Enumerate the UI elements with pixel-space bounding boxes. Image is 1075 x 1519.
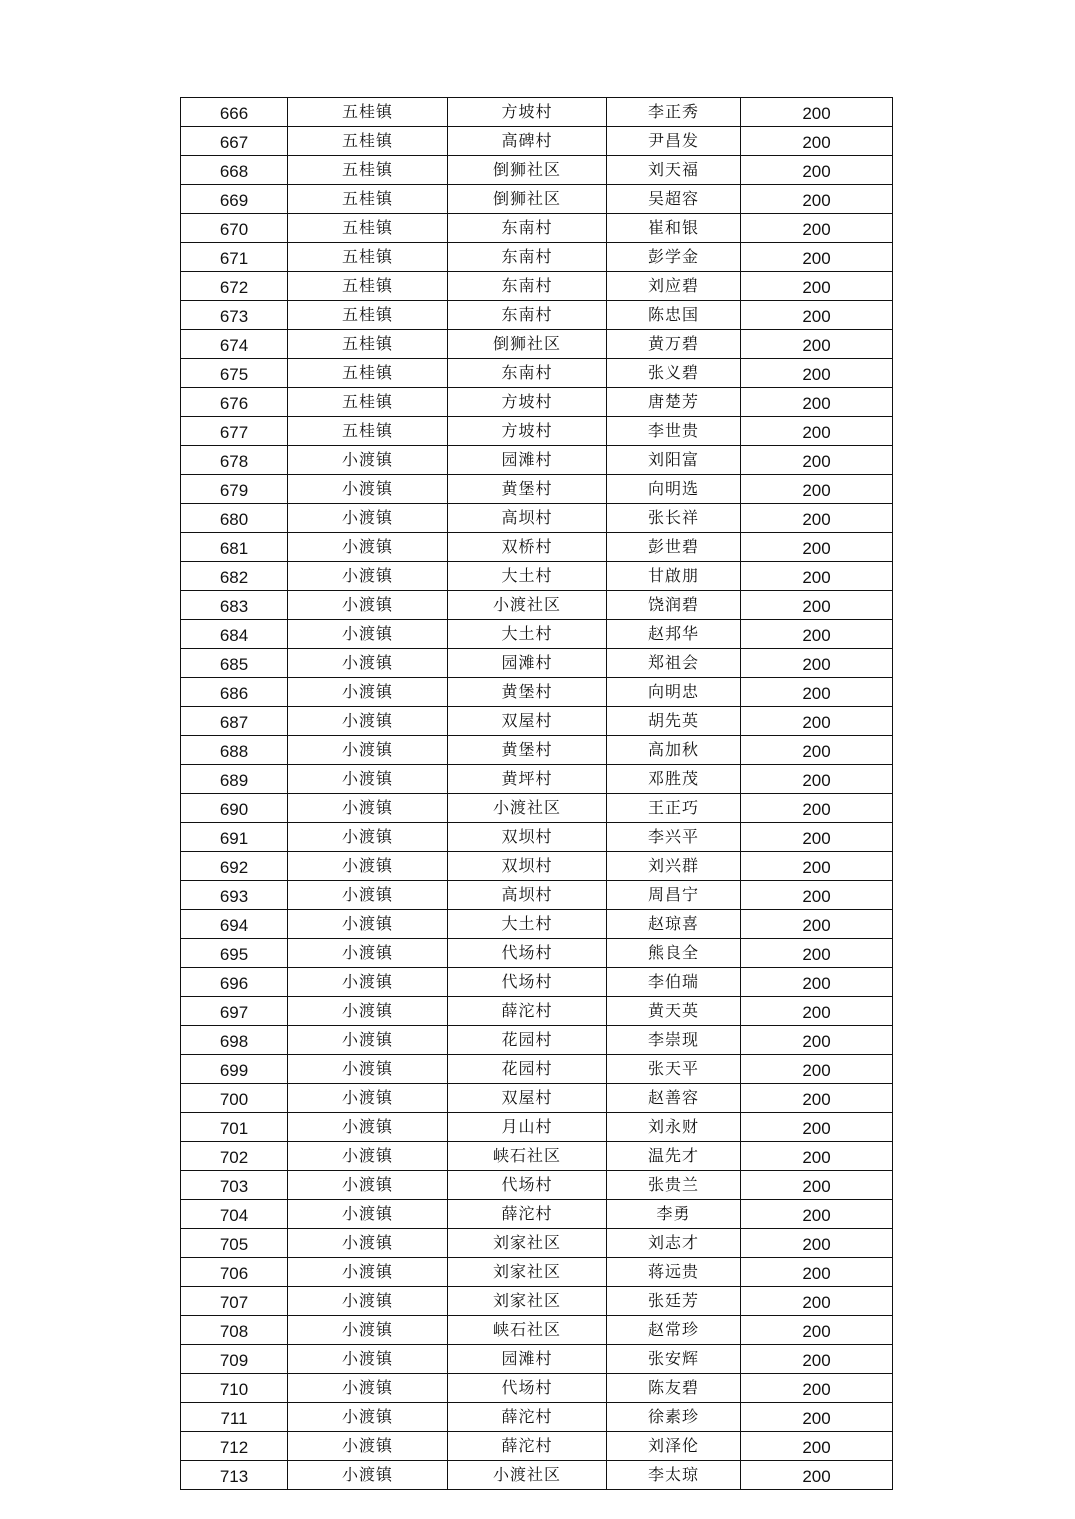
person-name-cell: 唐楚芳	[607, 388, 741, 417]
village-cell: 园滩村	[448, 446, 607, 475]
town-cell: 小渡镇	[288, 1055, 448, 1084]
amount-cell: 200	[741, 1461, 893, 1490]
person-name-cell: 周昌宁	[607, 881, 741, 910]
village-cell: 薛沱村	[448, 997, 607, 1026]
table-row	[181, 939, 893, 968]
table-row	[181, 388, 893, 417]
village-cell: 东南村	[448, 214, 607, 243]
person-name-cell: 刘志才	[607, 1229, 741, 1258]
amount-cell: 200	[741, 707, 893, 736]
person-name-cell: 张贵兰	[607, 1171, 741, 1200]
town-cell: 小渡镇	[288, 823, 448, 852]
table-row	[181, 533, 893, 562]
person-name-cell: 向明选	[607, 475, 741, 504]
person-name-cell: 黄万碧	[607, 330, 741, 359]
table-row	[181, 794, 893, 823]
table-row	[181, 504, 893, 533]
town-cell: 小渡镇	[288, 649, 448, 678]
village-cell: 双坝村	[448, 852, 607, 881]
serial-number-cell: 669	[181, 185, 288, 214]
person-name-cell: 尹昌发	[607, 127, 741, 156]
village-cell: 代场村	[448, 1171, 607, 1200]
table-row	[181, 301, 893, 330]
person-name-cell: 刘阳富	[607, 446, 741, 475]
village-cell: 黄堡村	[448, 736, 607, 765]
person-name-cell: 陈忠国	[607, 301, 741, 330]
person-name-cell: 刘永财	[607, 1113, 741, 1142]
person-name-cell: 李世贵	[607, 417, 741, 446]
town-cell: 小渡镇	[288, 939, 448, 968]
serial-number-cell: 694	[181, 910, 288, 939]
town-cell: 小渡镇	[288, 1345, 448, 1374]
serial-number-cell: 700	[181, 1084, 288, 1113]
town-cell: 小渡镇	[288, 1142, 448, 1171]
town-cell: 小渡镇	[288, 1171, 448, 1200]
serial-number-cell: 687	[181, 707, 288, 736]
amount-cell: 200	[741, 533, 893, 562]
village-cell: 东南村	[448, 272, 607, 301]
village-cell: 方坡村	[448, 417, 607, 446]
person-name-cell: 熊良全	[607, 939, 741, 968]
serial-number-cell: 713	[181, 1461, 288, 1490]
village-cell: 大土村	[448, 562, 607, 591]
table-row	[181, 1229, 893, 1258]
table-row	[181, 1055, 893, 1084]
serial-number-cell: 682	[181, 562, 288, 591]
town-cell: 五桂镇	[288, 156, 448, 185]
person-name-cell: 饶润碧	[607, 591, 741, 620]
village-cell: 峡石社区	[448, 1142, 607, 1171]
table-row	[181, 446, 893, 475]
town-cell: 五桂镇	[288, 301, 448, 330]
village-cell: 倒狮社区	[448, 330, 607, 359]
table-row	[181, 359, 893, 388]
person-name-cell: 王正巧	[607, 794, 741, 823]
amount-cell: 200	[741, 214, 893, 243]
amount-cell: 200	[741, 301, 893, 330]
serial-number-cell: 707	[181, 1287, 288, 1316]
serial-number-cell: 712	[181, 1432, 288, 1461]
table-row	[181, 243, 893, 272]
amount-cell: 200	[741, 1113, 893, 1142]
village-cell: 代场村	[448, 939, 607, 968]
village-cell: 花园村	[448, 1055, 607, 1084]
serial-number-cell: 708	[181, 1316, 288, 1345]
amount-cell: 200	[741, 1026, 893, 1055]
person-name-cell: 黄天英	[607, 997, 741, 1026]
amount-cell: 200	[741, 127, 893, 156]
amount-cell: 200	[741, 1200, 893, 1229]
town-cell: 小渡镇	[288, 881, 448, 910]
amount-cell: 200	[741, 678, 893, 707]
amount-cell: 200	[741, 620, 893, 649]
person-name-cell: 刘兴群	[607, 852, 741, 881]
person-name-cell: 李兴平	[607, 823, 741, 852]
town-cell: 小渡镇	[288, 1287, 448, 1316]
amount-cell: 200	[741, 446, 893, 475]
table-row	[181, 620, 893, 649]
town-cell: 小渡镇	[288, 591, 448, 620]
village-cell: 园滩村	[448, 1345, 607, 1374]
serial-number-cell: 686	[181, 678, 288, 707]
village-cell: 高坝村	[448, 881, 607, 910]
town-cell: 小渡镇	[288, 1026, 448, 1055]
village-cell: 峡石社区	[448, 1316, 607, 1345]
table-row	[181, 330, 893, 359]
town-cell: 五桂镇	[288, 359, 448, 388]
table-row	[181, 765, 893, 794]
town-cell: 小渡镇	[288, 736, 448, 765]
serial-number-cell: 668	[181, 156, 288, 185]
table-row	[181, 127, 893, 156]
amount-cell: 200	[741, 1229, 893, 1258]
serial-number-cell: 709	[181, 1345, 288, 1374]
person-name-cell: 崔和银	[607, 214, 741, 243]
town-cell: 小渡镇	[288, 1316, 448, 1345]
town-cell: 小渡镇	[288, 1229, 448, 1258]
amount-cell: 200	[741, 417, 893, 446]
town-cell: 五桂镇	[288, 330, 448, 359]
serial-number-cell: 684	[181, 620, 288, 649]
amount-cell: 200	[741, 736, 893, 765]
village-cell: 大土村	[448, 910, 607, 939]
serial-number-cell: 705	[181, 1229, 288, 1258]
serial-number-cell: 693	[181, 881, 288, 910]
serial-number-cell: 677	[181, 417, 288, 446]
town-cell: 小渡镇	[288, 997, 448, 1026]
person-name-cell: 徐素珍	[607, 1403, 741, 1432]
village-cell: 东南村	[448, 301, 607, 330]
person-name-cell: 向明忠	[607, 678, 741, 707]
town-cell: 小渡镇	[288, 707, 448, 736]
amount-cell: 200	[741, 591, 893, 620]
amount-cell: 200	[741, 881, 893, 910]
person-name-cell: 吴超容	[607, 185, 741, 214]
person-name-cell: 彭世碧	[607, 533, 741, 562]
person-name-cell: 张安辉	[607, 1345, 741, 1374]
village-cell: 双坝村	[448, 823, 607, 852]
town-cell: 小渡镇	[288, 852, 448, 881]
person-name-cell: 赵常珍	[607, 1316, 741, 1345]
village-cell: 薛沱村	[448, 1200, 607, 1229]
serial-number-cell: 680	[181, 504, 288, 533]
table-row	[181, 968, 893, 997]
serial-number-cell: 670	[181, 214, 288, 243]
amount-cell: 200	[741, 1171, 893, 1200]
person-name-cell: 张长祥	[607, 504, 741, 533]
person-name-cell: 李正秀	[607, 98, 741, 127]
person-name-cell: 胡先英	[607, 707, 741, 736]
person-name-cell: 蒋远贵	[607, 1258, 741, 1287]
town-cell: 小渡镇	[288, 678, 448, 707]
serial-number-cell: 683	[181, 591, 288, 620]
person-name-cell: 赵邦华	[607, 620, 741, 649]
serial-number-cell: 667	[181, 127, 288, 156]
village-cell: 小渡社区	[448, 1461, 607, 1490]
table-row	[181, 1200, 893, 1229]
table-row	[181, 881, 893, 910]
table-row	[181, 591, 893, 620]
table-body	[181, 98, 893, 1490]
table-row	[181, 1287, 893, 1316]
town-cell: 小渡镇	[288, 1084, 448, 1113]
amount-cell: 200	[741, 1142, 893, 1171]
amount-cell: 200	[741, 359, 893, 388]
village-cell: 倒狮社区	[448, 185, 607, 214]
village-cell: 刘家社区	[448, 1229, 607, 1258]
table-row	[181, 1258, 893, 1287]
table-row	[181, 475, 893, 504]
town-cell: 五桂镇	[288, 272, 448, 301]
amount-cell: 200	[741, 997, 893, 1026]
person-name-cell: 李勇	[607, 1200, 741, 1229]
town-cell: 小渡镇	[288, 533, 448, 562]
serial-number-cell: 676	[181, 388, 288, 417]
table-row	[181, 1345, 893, 1374]
village-cell: 高坝村	[448, 504, 607, 533]
serial-number-cell: 702	[181, 1142, 288, 1171]
village-cell: 薛沱村	[448, 1403, 607, 1432]
table-row	[181, 1171, 893, 1200]
amount-cell: 200	[741, 1258, 893, 1287]
village-cell: 大土村	[448, 620, 607, 649]
town-cell: 五桂镇	[288, 98, 448, 127]
serial-number-cell: 703	[181, 1171, 288, 1200]
town-cell: 五桂镇	[288, 185, 448, 214]
amount-cell: 200	[741, 98, 893, 127]
amount-cell: 200	[741, 823, 893, 852]
serial-number-cell: 685	[181, 649, 288, 678]
town-cell: 小渡镇	[288, 1432, 448, 1461]
serial-number-cell: 706	[181, 1258, 288, 1287]
village-cell: 月山村	[448, 1113, 607, 1142]
table-row	[181, 1374, 893, 1403]
town-cell: 小渡镇	[288, 446, 448, 475]
serial-number-cell: 692	[181, 852, 288, 881]
town-cell: 小渡镇	[288, 1200, 448, 1229]
village-cell: 方坡村	[448, 98, 607, 127]
serial-number-cell: 696	[181, 968, 288, 997]
village-cell: 薛沱村	[448, 1432, 607, 1461]
table-row	[181, 997, 893, 1026]
person-name-cell: 郑祖会	[607, 649, 741, 678]
person-name-cell: 赵善容	[607, 1084, 741, 1113]
serial-number-cell: 697	[181, 997, 288, 1026]
village-cell: 刘家社区	[448, 1287, 607, 1316]
person-name-cell: 张廷芳	[607, 1287, 741, 1316]
town-cell: 五桂镇	[288, 127, 448, 156]
table-row	[181, 1316, 893, 1345]
town-cell: 五桂镇	[288, 388, 448, 417]
amount-cell: 200	[741, 649, 893, 678]
person-name-cell: 彭学金	[607, 243, 741, 272]
serial-number-cell: 689	[181, 765, 288, 794]
village-cell: 黄堡村	[448, 678, 607, 707]
serial-number-cell: 675	[181, 359, 288, 388]
table-row	[181, 707, 893, 736]
serial-number-cell: 701	[181, 1113, 288, 1142]
village-cell: 双桥村	[448, 533, 607, 562]
person-name-cell: 甘啟朋	[607, 562, 741, 591]
town-cell: 五桂镇	[288, 243, 448, 272]
person-name-cell: 刘应碧	[607, 272, 741, 301]
amount-cell: 200	[741, 1316, 893, 1345]
town-cell: 小渡镇	[288, 620, 448, 649]
person-name-cell: 刘天福	[607, 156, 741, 185]
table-row	[181, 185, 893, 214]
village-cell: 高碑村	[448, 127, 607, 156]
serial-number-cell: 690	[181, 794, 288, 823]
amount-cell: 200	[741, 504, 893, 533]
amount-cell: 200	[741, 765, 893, 794]
table-row	[181, 736, 893, 765]
serial-number-cell: 688	[181, 736, 288, 765]
serial-number-cell: 672	[181, 272, 288, 301]
amount-cell: 200	[741, 1084, 893, 1113]
town-cell: 小渡镇	[288, 1403, 448, 1432]
village-cell: 黄坪村	[448, 765, 607, 794]
town-cell: 小渡镇	[288, 910, 448, 939]
town-cell: 小渡镇	[288, 562, 448, 591]
amount-cell: 200	[741, 1432, 893, 1461]
person-name-cell: 赵琼喜	[607, 910, 741, 939]
serial-number-cell: 678	[181, 446, 288, 475]
village-cell: 方坡村	[448, 388, 607, 417]
village-cell: 黄堡村	[448, 475, 607, 504]
serial-number-cell: 699	[181, 1055, 288, 1084]
amount-cell: 200	[741, 939, 893, 968]
person-name-cell: 李伯瑞	[607, 968, 741, 997]
village-cell: 双屋村	[448, 707, 607, 736]
table-row	[181, 823, 893, 852]
town-cell: 小渡镇	[288, 504, 448, 533]
person-name-cell: 李崇现	[607, 1026, 741, 1055]
table-row	[181, 649, 893, 678]
town-cell: 五桂镇	[288, 214, 448, 243]
table-row	[181, 1461, 893, 1490]
table-row	[181, 272, 893, 301]
amount-cell: 200	[741, 243, 893, 272]
table-row	[181, 156, 893, 185]
village-cell: 东南村	[448, 359, 607, 388]
town-cell: 小渡镇	[288, 475, 448, 504]
amount-cell: 200	[741, 1055, 893, 1084]
serial-number-cell: 681	[181, 533, 288, 562]
town-cell: 小渡镇	[288, 1374, 448, 1403]
serial-number-cell: 711	[181, 1403, 288, 1432]
town-cell: 小渡镇	[288, 968, 448, 997]
amount-cell: 200	[741, 1345, 893, 1374]
town-cell: 小渡镇	[288, 1461, 448, 1490]
person-name-cell: 温先才	[607, 1142, 741, 1171]
amount-cell: 200	[741, 794, 893, 823]
amount-cell: 200	[741, 156, 893, 185]
table-row	[181, 852, 893, 881]
person-name-cell: 张义碧	[607, 359, 741, 388]
table-row	[181, 678, 893, 707]
person-name-cell: 刘泽伦	[607, 1432, 741, 1461]
village-cell: 代场村	[448, 1374, 607, 1403]
serial-number-cell: 673	[181, 301, 288, 330]
table-row	[181, 1403, 893, 1432]
village-cell: 代场村	[448, 968, 607, 997]
serial-number-cell: 666	[181, 98, 288, 127]
serial-number-cell: 671	[181, 243, 288, 272]
serial-number-cell: 691	[181, 823, 288, 852]
village-cell: 花园村	[448, 1026, 607, 1055]
town-cell: 小渡镇	[288, 1113, 448, 1142]
person-name-cell: 邓胜茂	[607, 765, 741, 794]
serial-number-cell: 698	[181, 1026, 288, 1055]
table-row	[181, 1142, 893, 1171]
amount-cell: 200	[741, 330, 893, 359]
subsidy-list-table	[180, 97, 893, 1490]
person-name-cell: 张天平	[607, 1055, 741, 1084]
amount-cell: 200	[741, 1403, 893, 1432]
table-row	[181, 562, 893, 591]
person-name-cell: 高加秋	[607, 736, 741, 765]
amount-cell: 200	[741, 388, 893, 417]
table-row	[181, 214, 893, 243]
table-row	[181, 910, 893, 939]
town-cell: 五桂镇	[288, 417, 448, 446]
table-row	[181, 1432, 893, 1461]
table-row	[181, 1113, 893, 1142]
serial-number-cell: 679	[181, 475, 288, 504]
amount-cell: 200	[741, 272, 893, 301]
table-row	[181, 1026, 893, 1055]
village-cell: 小渡社区	[448, 591, 607, 620]
amount-cell: 200	[741, 852, 893, 881]
serial-number-cell: 674	[181, 330, 288, 359]
amount-cell: 200	[741, 968, 893, 997]
amount-cell: 200	[741, 562, 893, 591]
village-cell: 园滩村	[448, 649, 607, 678]
table-row	[181, 1084, 893, 1113]
town-cell: 小渡镇	[288, 765, 448, 794]
table-row	[181, 417, 893, 446]
amount-cell: 200	[741, 1287, 893, 1316]
document-table-container	[180, 97, 892, 1490]
town-cell: 小渡镇	[288, 1258, 448, 1287]
town-cell: 小渡镇	[288, 794, 448, 823]
table-row	[181, 98, 893, 127]
person-name-cell: 李太琼	[607, 1461, 741, 1490]
village-cell: 刘家社区	[448, 1258, 607, 1287]
amount-cell: 200	[741, 185, 893, 214]
person-name-cell: 陈友碧	[607, 1374, 741, 1403]
amount-cell: 200	[741, 910, 893, 939]
village-cell: 倒狮社区	[448, 156, 607, 185]
amount-cell: 200	[741, 475, 893, 504]
serial-number-cell: 695	[181, 939, 288, 968]
village-cell: 双屋村	[448, 1084, 607, 1113]
village-cell: 小渡社区	[448, 794, 607, 823]
serial-number-cell: 710	[181, 1374, 288, 1403]
amount-cell: 200	[741, 1374, 893, 1403]
serial-number-cell: 704	[181, 1200, 288, 1229]
village-cell: 东南村	[448, 243, 607, 272]
